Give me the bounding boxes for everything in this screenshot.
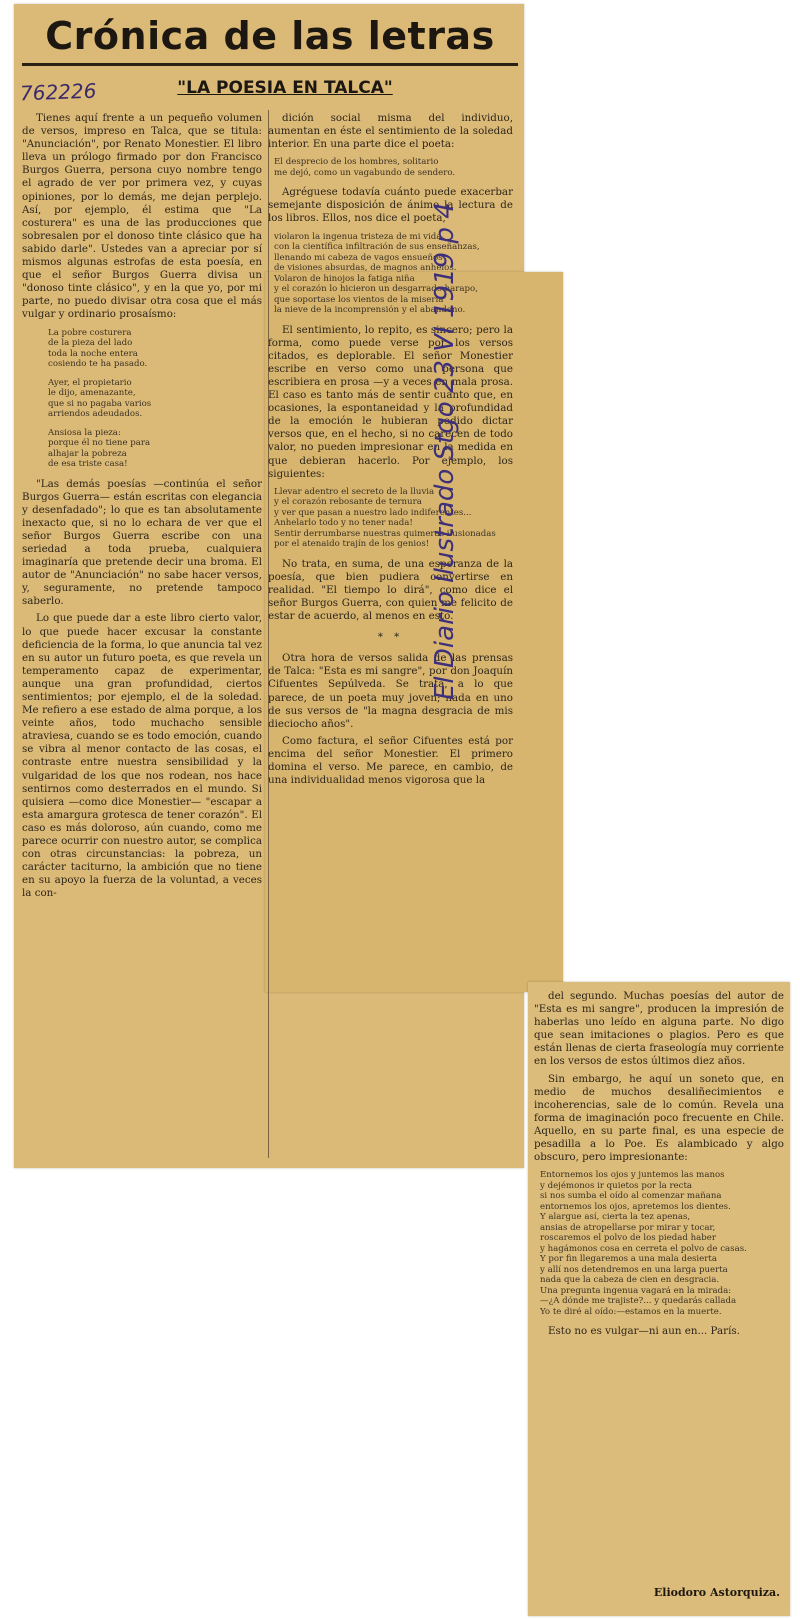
paragraph: Esto no es vulgar—ni aun en... París. bbox=[548, 1325, 740, 1338]
verse-block bbox=[274, 487, 513, 550]
verse-line: Llevar adentro el secreto de la lluvia bbox=[274, 486, 435, 497]
verse-line: nada que la cabeza de cien en desgracia. bbox=[540, 1275, 720, 1286]
verse-line: si nos sumba el oído al comenzar mañana bbox=[540, 1191, 722, 1202]
verse-line: Entornemos los ojos y juntemos las manos bbox=[540, 1170, 725, 1181]
verse-line: ansias de atropellarse por mirar y tocar, bbox=[540, 1222, 716, 1233]
verse-line: porque él no tiene para bbox=[48, 438, 151, 448]
verse-line: Ansiosa la pieza: bbox=[48, 427, 121, 438]
verse-line: —¿A dónde me trajiste?... y quedarás callada bbox=[540, 1296, 737, 1307]
verse-line: Yo te diré al oído:—estamos en la muerte. bbox=[540, 1306, 722, 1317]
verse-line: de esa triste casa! bbox=[48, 459, 128, 469]
verse-line: y el corazón lo hicieron un desgarrado harapo, bbox=[274, 284, 478, 295]
verse-block bbox=[274, 157, 513, 178]
verse-line: cosiendo te ha pasado. bbox=[48, 359, 148, 369]
verse-line: arriendos adeudados. bbox=[48, 409, 143, 419]
verse-line: y el corazón rebosante de ternura bbox=[274, 497, 422, 508]
paragraph: El sentimiento, lo repito, es sincero; pero la forma, como puede verse por los versos citados, es deplorable. El señor Monestier escribe en verso como una persona que escribiera en prosa —y a veces en mala prosa. El caso es tanto más de sentir cuanto que, en ocasiones, la espontaneidad y la profundidad de la emoción le hubieran podido dictar versos que, en el hecho, si no carecen de todo valor, no pueden impresionar en la medida en que debieran hacerlo. Por ejemplo, los siguientes: bbox=[268, 323, 513, 480]
paragraph: Lo que puede dar a este libro cierto valor, lo que puede hacer excusar la constante deficiencia de la forma, lo que anuncia tal vez en su autor un futuro poeta, es que revela un temperamento capaz de experimentar, aunque una gran profundidad, ciertos sentimientos; por ejemplo, el de la soledad. Me refiero a ese estado de alma porque, a los veinte años, todo muchacho sensible atraviesa, cuando se es todo emoción, cuando se vibra al menor contacto de las cosas, el contraste entre nuestra sensibilidad y la vulgaridad de los que nos rodean, nos hace sentirnos como desterrados en el mundo. Si quisiera —como dice Monestier— "escapar a esta amargura grotesca de tener corazón". El caso es más doloroso, aún cuando, como me parece ocurrir con nuestro autor, se complica con otras circunstancias: la pobreza, un carácter taciturno, la ambición que no tiene en su apoyo la fuerza de la voluntad, a veces la con- bbox=[22, 612, 262, 900]
verse-line: alhajar la pobreza bbox=[48, 448, 127, 459]
verse-line: de la pieza del lado bbox=[48, 338, 133, 348]
paragraph: Sin embargo, he aquí un soneto que, en medio de muchos desaliñecimientos e incoherencias, sale de lo común. Revela una forma de imaginación poco frecuente en Chile. Aquello, en su parte final, es una especie de pesadilla a lo Poe. Es alambicado y algo obscuro, pero impresionante: bbox=[534, 1072, 784, 1164]
section-separator: * * bbox=[377, 631, 404, 644]
verse-block bbox=[274, 232, 513, 316]
paragraph: Como factura, el señor Cifuentes está por encima del señor Monestier. El primero domina el verso. Me parece, en cambio, de una individualidad menos vigorosa que la bbox=[268, 734, 513, 787]
verse-line: con la científica infiltración de sus enseñanzas, bbox=[274, 242, 480, 253]
verse-line: por el atenaido trajín de los genios! bbox=[274, 539, 430, 550]
paragraph: "Las demás poesías —continúa el señor Burgos Guerra— están escritas con elegancia y desenfadado"; lo que es tan absolutamente inexacto que, si no lo echara de ver que el señor Burgos Guerra escribe con una seriedad a toda prueba, cualquiera imaginaría que pretende decir una broma. El autor de "Anunciación" no sabe hacer versos, y, seguramente, no pretende tampoco saberlo. bbox=[22, 477, 262, 608]
verse-line: entornemos los ojos, apretemos los dientes. bbox=[540, 1201, 731, 1212]
verse-line: y hagámonos cosa en cerreta el polvo de casas. bbox=[540, 1243, 747, 1254]
verse-line: El desprecio de los hombres, solitario bbox=[274, 157, 439, 168]
verse-line: y allí nos detendremos en una larga puerta bbox=[540, 1264, 728, 1275]
verse-block bbox=[48, 428, 262, 470]
author-signature: Eliodoro Astorquiza. bbox=[653, 1586, 780, 1599]
verse-line: Y por fin llegaremos a una mala desierta bbox=[540, 1254, 717, 1265]
paragraph: No trata, en suma, de una esperanza de la poesía, que bien pudiera convertirse en realidad. "El tiempo lo dirá", como dice el señor Burgos Guerra, con quien me felicito de estar de acuerdo, al menos en esto. bbox=[268, 557, 513, 623]
verse-line: la nieve de la incomprensión y el abandono. bbox=[274, 305, 466, 316]
verse-line: Ayer, el propietario bbox=[48, 377, 132, 388]
verse-line: me dejó, como un vagabundo de sendero. bbox=[274, 167, 456, 178]
verse-line: Sentir derrumbarse nuestras quimeras ilusionadas bbox=[274, 528, 496, 539]
paragraph: del segundo. Muchas poesías del autor de "Esta es mi sangre", producen la impresión de haberlas uno leído en alguna parte. No digo que sean imitaciones o plagios. Pero es que están llenas de cierta fraseología muy corriente en los versos de estos últimos diez años. bbox=[534, 990, 784, 1068]
verse-line: y dejémonos ir quietos por la recta bbox=[540, 1180, 693, 1191]
article-column-1 bbox=[22, 112, 262, 1157]
verse-line: violaron la ingenua tristeza de mi vida bbox=[274, 231, 442, 242]
paragraph: Agréguese todavía cuánto puede exacerbar semejante disposición de ánimo la lectura de los libros. Ellos, nos dice el poeta, bbox=[268, 186, 513, 225]
verse-line: La pobre costurera bbox=[48, 327, 132, 338]
verse-line: que si no pagaba varios bbox=[48, 398, 152, 409]
article-column-3 bbox=[534, 990, 784, 1550]
verse-block bbox=[48, 378, 262, 420]
paragraph: Otra hora de versos salida de las prensas de Talca: "Esta es mi sangre", por don Joaquín Cifuentes Sepúlveda. Se trata, a lo que parece, de un poeta muy joven; nada en uno de sus versos de "la magna desgracia de mis dieciocho años". bbox=[268, 652, 513, 730]
paragraph: Tienes aquí frente a un pequeño volumen de versos, impreso en Talca, que se titula: "Anunciación", por Renato Monestier. El libro lleva un prólogo firmado por don Francisco Burgos Guerra, persona cuyo nombre tengo el agrado de ver por primera vez, y cuyas opiniones, por lo demás, me dejan perplejo. Así, por ejemplo, él estima que "La costurera" es una de las producciones que sobresalen por el donoso tinte clásico que ha sabido darle". Ustedes van a apreciar por sí mismos algunas estrofas de esta poesía, en que el señor Burgos Guerra divisa un "donoso tinte clásico", y en la que yo, por mi parte, no puedo divisar otra cosa que el más vulgar y ordinario prosaísmo: bbox=[22, 112, 262, 321]
verse-line: y ver que pasan a nuestro lado indiferentes... bbox=[274, 507, 472, 518]
handwritten-citation: El Diario Ilustrado Stgo 23 VI 1919 p 4 bbox=[430, 202, 460, 700]
verse-block bbox=[48, 328, 262, 370]
verse-line: llenando mi cabeza de vagos ensueños bbox=[274, 252, 443, 263]
verse-line: le dijo, amenazante, bbox=[48, 388, 136, 398]
archive-number: 762226 bbox=[19, 78, 97, 106]
article-column-2 bbox=[268, 112, 513, 1157]
verse-line: que soportase los vientos de la miseria bbox=[274, 294, 444, 305]
verse-line: Volaron de hinojos la fatiga niña bbox=[274, 273, 415, 284]
paragraph: dición social misma del individuo, aumentan en éste el sentimiento de la soledad interior. En una parte dice el poeta: bbox=[268, 112, 513, 151]
verse-block bbox=[540, 1170, 784, 1317]
headline: Crónica de las letras bbox=[45, 14, 495, 58]
verse-line: Y alargue así, cierta la tez apenas, bbox=[540, 1212, 691, 1223]
subheadline: "LA POESIA EN TALCA" bbox=[177, 78, 393, 98]
headline-rule bbox=[22, 63, 518, 66]
verse-line: roscaremos el polvo de los piedad haber bbox=[540, 1233, 716, 1244]
verse-line: Una pregunta ingenua vagará en la mirada: bbox=[540, 1285, 732, 1296]
verse-line: toda la noche entera bbox=[48, 348, 138, 359]
verse-line: de visiones absurdas, de magnos anhelos. bbox=[274, 263, 457, 274]
verse-line: Anhelarlo todo y no tener nada! bbox=[274, 518, 413, 529]
